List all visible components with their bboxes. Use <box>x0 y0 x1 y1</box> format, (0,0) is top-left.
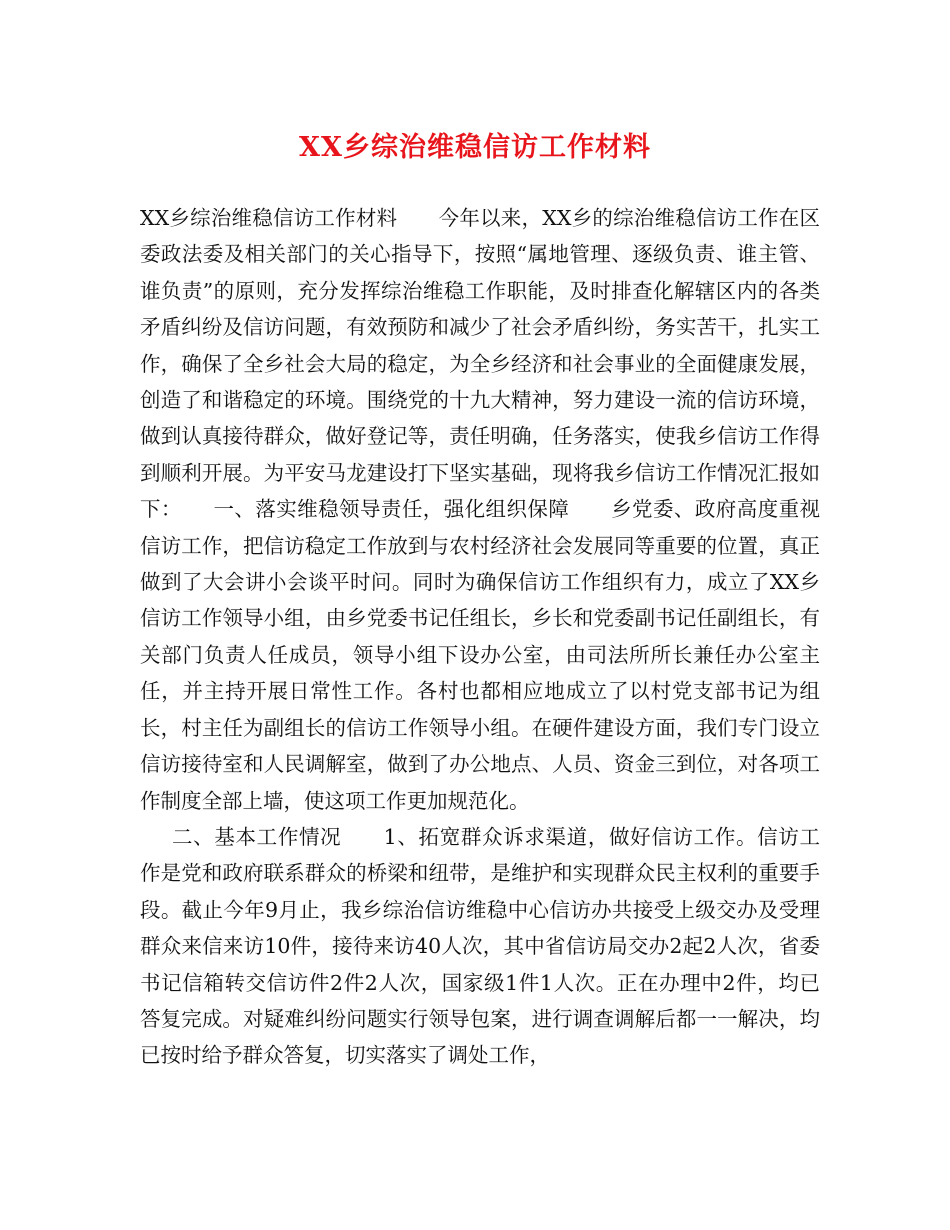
document-body <box>140 200 820 1074</box>
body-paragraph-2: 二、基本工作情况 1、拓宽群众诉求渠道，做好信访工作。信访工作是党和政府联系群众的桥梁和纽带，是维护和实现群众民主权利的重要手段。截止今年9月止，我乡综治信访维稳中心信访办共接受上级交办及受理群众来信来访10件，接待来访40人次，其中省信访局交办2起2人次，省委书记信箱转交信访件2件2人次，国家级1件1人次。正在办理中2件，均已答复完成。对疑难纠纷问题实行领导包案，进行调查调解后都一一解决，均已按时给予群众答复，切实落实了调处工作， <box>140 824 820 1068</box>
document-title: XX乡综治维稳信访工作材料 <box>299 132 651 163</box>
body-paragraph-1: XX乡综治维稳信访工作材料 今年以来，XX乡的综治维稳信访工作在区委政法委及相关部门的关心指导下，按照“属地管理、逐级负责、谁主管、谁负责”的原则，充分发挥综治维稳工作职能，及时排查化解辖区内的各类矛盾纠纷及信访问题，有效预防和减少了社会矛盾纠纷，务实苦干，扎实工作，确保了全乡社会大局的稳定，为全乡经济和社会事业的全面健康发展，创造了和谐稳定的环境。围绕党的十九大精神，努力建设一流的信访环境，做到认真接待群众，做好登记等，责任明确，任务落实，使我乡信访工作得到顺利开展。为平安马龙建设打下坚实基础，现将我乡信访工作情况汇报如下： 一、落实维稳领导责任，强化组织保障 乡党委、政府高度重视信访工作，把信访稳定工作放到与农村经济社会发展同等重要的位置，真正做到了大会讲小会谈平时问。同时为确保信访工作组织有力，成立了XX乡信访工作领导小组，由乡党委书记任组长，乡长和党委副书记任副组长，有关部门负责人任成员，领导小组下设办公室，由司法所所长兼任办公室主任，并主持开展日常性工作。各村也都相应地成立了以村党支部书记为组长，村主任为副组长的信访工作领导小组。在硬件建设方面，我们专门设立信访接待室和人民调解室，做到了办公地点、人员、资金三到位，对各项工作制度全部上墙，使这项工作更加规范化。 <box>140 206 820 813</box>
